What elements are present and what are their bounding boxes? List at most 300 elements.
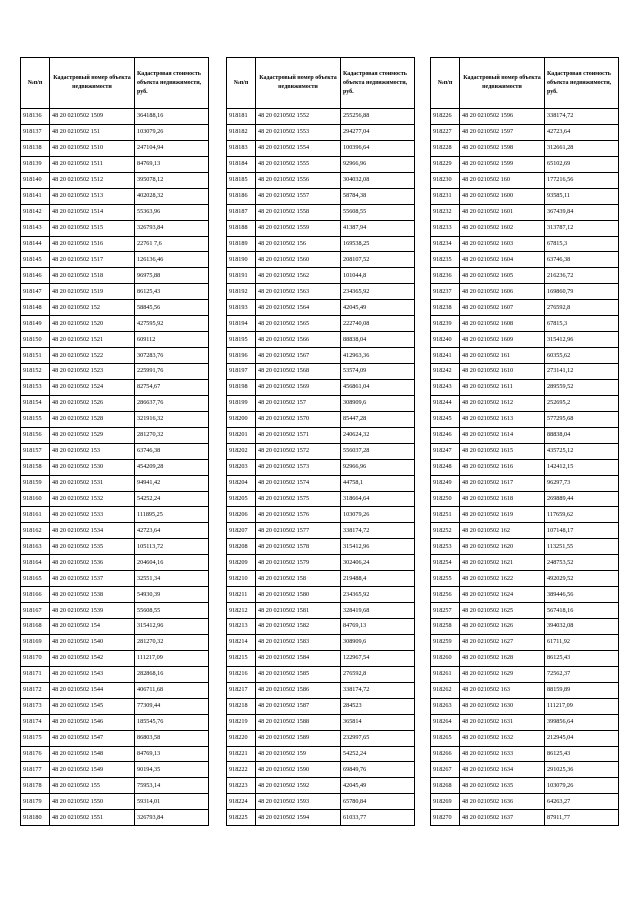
cadastral-value-cell: 435725,12 xyxy=(545,443,619,459)
cadastral-value-cell: 42723,64 xyxy=(135,523,209,539)
cadastral-number-cell: 48 20 0210502 157 xyxy=(256,395,341,411)
cadastral-value-cell: 86125,43 xyxy=(545,746,619,762)
cadastral-value-cell: 234365,92 xyxy=(341,587,415,603)
row-number-cell: 918215 xyxy=(227,650,256,666)
table-row xyxy=(227,714,415,730)
row-number-cell: 918165 xyxy=(21,571,50,587)
cadastral-value-cell: 88159,89 xyxy=(545,682,619,698)
cadastral-number-cell: 48 20 0210502 1580 xyxy=(256,587,341,603)
cadastral-value-cell: 87911,77 xyxy=(545,810,619,826)
row-number-cell: 918141 xyxy=(21,188,50,204)
row-number-cell: 918246 xyxy=(431,427,460,443)
row-number-cell: 918238 xyxy=(431,300,460,316)
col-header-cadastral-number: Кадастровый номер объекта недвижимости xyxy=(460,58,545,109)
cadastral-number-cell: 48 20 0210502 1533 xyxy=(50,507,135,523)
cadastral-number-cell: 48 20 0210502 1521 xyxy=(50,332,135,348)
cadastral-number-cell: 48 20 0210502 154 xyxy=(50,619,135,635)
cadastral-value-cell: 63746,38 xyxy=(135,443,209,459)
cadastral-value-cell: 86803,58 xyxy=(135,730,209,746)
cadastral-value-cell: 93585,11 xyxy=(545,188,619,204)
cadastral-number-cell: 48 20 0210502 1590 xyxy=(256,762,341,778)
cadastral-value-cell: 276592,8 xyxy=(545,300,619,316)
cadastral-value-cell: 169538,25 xyxy=(341,236,415,252)
cadastral-number-cell: 48 20 0210502 1628 xyxy=(460,650,545,666)
row-number-cell: 918248 xyxy=(431,459,460,475)
cadastral-number-cell: 48 20 0210502 1621 xyxy=(460,555,545,571)
cadastral-value-cell: 55608,55 xyxy=(135,603,209,619)
cadastral-number-cell: 48 20 0210502 1593 xyxy=(256,794,341,810)
row-number-cell: 918204 xyxy=(227,475,256,491)
table-row xyxy=(21,650,209,666)
table-row xyxy=(431,284,619,300)
cadastral-value-cell: 32551,34 xyxy=(135,571,209,587)
table-row xyxy=(431,619,619,635)
cadastral-number-cell: 48 20 0210502 1607 xyxy=(460,300,545,316)
table-row xyxy=(431,650,619,666)
row-number-cell: 918205 xyxy=(227,491,256,507)
cadastral-number-cell: 48 20 0210502 163 xyxy=(460,682,545,698)
table-row xyxy=(21,348,209,364)
cadastral-number-cell: 48 20 0210502 1578 xyxy=(256,539,341,555)
cadastral-value-cell: 286637,76 xyxy=(135,395,209,411)
cadastral-value-cell: 77309,44 xyxy=(135,698,209,714)
row-number-cell: 918142 xyxy=(21,204,50,220)
cadastral-number-cell: 48 20 0210502 151 xyxy=(50,124,135,140)
table-row xyxy=(431,220,619,236)
row-number-cell: 918157 xyxy=(21,443,50,459)
row-number-cell: 918183 xyxy=(227,140,256,156)
cadastral-number-cell: 48 20 0210502 1579 xyxy=(256,555,341,571)
cadastral-number-cell: 48 20 0210502 1605 xyxy=(460,268,545,284)
cadastral-value-cell: 65102,69 xyxy=(545,156,619,172)
table-row xyxy=(227,555,415,571)
cadastral-number-cell: 48 20 0210502 1632 xyxy=(460,730,545,746)
cadastral-number-cell: 48 20 0210502 1583 xyxy=(256,634,341,650)
table-row xyxy=(431,204,619,220)
cadastral-value-cell: 63746,38 xyxy=(545,252,619,268)
cadastral-value-cell: 328419,68 xyxy=(341,603,415,619)
table-row xyxy=(431,300,619,316)
table-row xyxy=(431,666,619,682)
row-number-cell: 918151 xyxy=(21,348,50,364)
cadastral-value-cell: 82754,67 xyxy=(135,379,209,395)
table-row xyxy=(21,459,209,475)
table-row xyxy=(21,682,209,698)
table-row xyxy=(21,268,209,284)
cadastral-value-cell: 22761 7,6 xyxy=(135,236,209,252)
cadastral-value-cell: 105113,72 xyxy=(135,539,209,555)
cadastral-number-cell: 48 20 0210502 1600 xyxy=(460,188,545,204)
table-row xyxy=(227,682,415,698)
cadastral-value-cell: 44758,1 xyxy=(341,475,415,491)
row-number-cell: 918232 xyxy=(431,204,460,220)
row-number-cell: 918166 xyxy=(21,587,50,603)
row-number-cell: 918242 xyxy=(431,364,460,380)
cadastral-number-cell: 48 20 0210502 1592 xyxy=(256,778,341,794)
cadastral-number-cell: 48 20 0210502 1584 xyxy=(256,650,341,666)
row-number-cell: 918143 xyxy=(21,220,50,236)
cadastral-number-cell: 48 20 0210502 1550 xyxy=(50,794,135,810)
table-row xyxy=(21,619,209,635)
table-row xyxy=(227,172,415,188)
cadastral-value-cell: 313787,12 xyxy=(545,220,619,236)
cadastral-value-cell: 232997,65 xyxy=(341,730,415,746)
cadastral-number-cell: 48 20 0210502 1636 xyxy=(460,794,545,810)
table-row xyxy=(21,156,209,172)
table-row xyxy=(21,698,209,714)
cadastral-number-cell: 48 20 0210502 1548 xyxy=(50,746,135,762)
table-row xyxy=(227,427,415,443)
cadastral-number-cell: 48 20 0210502 160 xyxy=(460,172,545,188)
table-row xyxy=(431,140,619,156)
cadastral-value-cell: 326793,84 xyxy=(135,810,209,826)
cadastral-value-cell: 454209,28 xyxy=(135,459,209,475)
row-number-cell: 918217 xyxy=(227,682,256,698)
cadastral-number-cell: 48 20 0210502 1545 xyxy=(50,698,135,714)
cadastral-number-cell: 48 20 0210502 1531 xyxy=(50,475,135,491)
cadastral-table-2 xyxy=(226,57,415,826)
cadastral-number-cell: 48 20 0210502 1570 xyxy=(256,411,341,427)
cadastral-value-cell: 84769,13 xyxy=(135,746,209,762)
cadastral-value-cell: 315412,96 xyxy=(545,332,619,348)
cadastral-number-cell: 48 20 0210502 1606 xyxy=(460,284,545,300)
table-row xyxy=(21,810,209,826)
row-number-cell: 918213 xyxy=(227,619,256,635)
cadastral-number-cell: 48 20 0210502 1556 xyxy=(256,172,341,188)
row-number-cell: 918203 xyxy=(227,459,256,475)
cadastral-number-cell: 48 20 0210502 1528 xyxy=(50,411,135,427)
cadastral-number-cell: 48 20 0210502 1589 xyxy=(256,730,341,746)
table-row xyxy=(21,300,209,316)
cadastral-number-cell: 48 20 0210502 1633 xyxy=(460,746,545,762)
row-number-cell: 918259 xyxy=(431,634,460,650)
cadastral-value-cell: 402028,32 xyxy=(135,188,209,204)
cadastral-value-cell: 67815,3 xyxy=(545,236,619,252)
cadastral-number-cell: 48 20 0210502 162 xyxy=(460,523,545,539)
cadastral-value-cell: 92966,96 xyxy=(341,156,415,172)
table-row xyxy=(227,762,415,778)
cadastral-value-cell: 111217,09 xyxy=(135,650,209,666)
row-number-cell: 918258 xyxy=(431,619,460,635)
cadastral-number-cell: 48 20 0210502 1568 xyxy=(256,364,341,380)
cadastral-number-cell: 48 20 0210502 1511 xyxy=(50,156,135,172)
row-number-cell: 918179 xyxy=(21,794,50,810)
cadastral-value-cell: 276592,8 xyxy=(341,666,415,682)
row-number-cell: 918266 xyxy=(431,746,460,762)
table-row xyxy=(227,730,415,746)
cadastral-value-cell: 326793,84 xyxy=(135,220,209,236)
cadastral-value-cell: 281270,32 xyxy=(135,427,209,443)
cadastral-value-cell: 273141,12 xyxy=(545,364,619,380)
cadastral-number-cell: 48 20 0210502 1577 xyxy=(256,523,341,539)
cadastral-number-cell: 48 20 0210502 1618 xyxy=(460,491,545,507)
cadastral-value-cell: 212945,04 xyxy=(545,730,619,746)
cadastral-number-cell: 48 20 0210502 1566 xyxy=(256,332,341,348)
row-number-cell: 918261 xyxy=(431,666,460,682)
row-number-cell: 918202 xyxy=(227,443,256,459)
row-number-cell: 918233 xyxy=(431,220,460,236)
table-row xyxy=(21,794,209,810)
cadastral-value-cell: 240624,32 xyxy=(341,427,415,443)
cadastral-number-cell: 48 20 0210502 1614 xyxy=(460,427,545,443)
row-number-cell: 918144 xyxy=(21,236,50,252)
table-row xyxy=(431,379,619,395)
table-row xyxy=(431,188,619,204)
cadastral-table-3 xyxy=(430,57,619,826)
col-header-cadastral-number: Кадастровый номер объекта недвижимости xyxy=(256,58,341,109)
cadastral-number-cell: 48 20 0210502 1575 xyxy=(256,491,341,507)
row-number-cell: 918177 xyxy=(21,762,50,778)
table-row xyxy=(227,459,415,475)
cadastral-number-cell: 48 20 0210502 159 xyxy=(256,746,341,762)
cadastral-value-cell: 86125,43 xyxy=(545,650,619,666)
cadastral-number-cell: 48 20 0210502 152 xyxy=(50,300,135,316)
cadastral-value-cell: 65780,84 xyxy=(341,794,415,810)
col-header-num: №п/п xyxy=(21,58,50,109)
table-row xyxy=(431,252,619,268)
cadastral-number-cell: 48 20 0210502 1586 xyxy=(256,682,341,698)
row-number-cell: 918185 xyxy=(227,172,256,188)
cadastral-number-cell: 48 20 0210502 158 xyxy=(256,571,341,587)
cadastral-number-cell: 48 20 0210502 1512 xyxy=(50,172,135,188)
row-number-cell: 918221 xyxy=(227,746,256,762)
cadastral-number-cell: 48 20 0210502 1574 xyxy=(256,475,341,491)
table-header-row xyxy=(227,58,415,109)
cadastral-value-cell: 394032,08 xyxy=(545,619,619,635)
row-number-cell: 918210 xyxy=(227,571,256,587)
row-number-cell: 918178 xyxy=(21,778,50,794)
cadastral-value-cell: 308909,6 xyxy=(341,395,415,411)
cadastral-value-cell: 427595,92 xyxy=(135,316,209,332)
cadastral-number-cell: 48 20 0210502 1571 xyxy=(256,427,341,443)
cadastral-value-cell: 406711,68 xyxy=(135,682,209,698)
cadastral-value-cell: 492029,52 xyxy=(545,571,619,587)
cadastral-number-cell: 48 20 0210502 1565 xyxy=(256,316,341,332)
cadastral-number-cell: 48 20 0210502 1587 xyxy=(256,698,341,714)
table-row xyxy=(431,491,619,507)
cadastral-number-cell: 48 20 0210502 1615 xyxy=(460,443,545,459)
cadastral-number-cell: 48 20 0210502 1542 xyxy=(50,650,135,666)
table-row xyxy=(21,252,209,268)
cadastral-value-cell: 269889,44 xyxy=(545,491,619,507)
table-row xyxy=(227,619,415,635)
row-number-cell: 918184 xyxy=(227,156,256,172)
row-number-cell: 918154 xyxy=(21,395,50,411)
row-number-cell: 918235 xyxy=(431,252,460,268)
cadastral-number-cell: 48 20 0210502 1540 xyxy=(50,634,135,650)
cadastral-number-cell: 48 20 0210502 1622 xyxy=(460,571,545,587)
row-number-cell: 918193 xyxy=(227,300,256,316)
row-number-cell: 918228 xyxy=(431,140,460,156)
row-number-cell: 918180 xyxy=(21,810,50,826)
cadastral-value-cell: 412963,36 xyxy=(341,348,415,364)
table-row xyxy=(227,794,415,810)
cadastral-number-cell: 48 20 0210502 1585 xyxy=(256,666,341,682)
table-row xyxy=(21,603,209,619)
row-number-cell: 918138 xyxy=(21,140,50,156)
table-row xyxy=(431,348,619,364)
row-number-cell: 918255 xyxy=(431,571,460,587)
table-row xyxy=(21,364,209,380)
cadastral-value-cell: 117659,62 xyxy=(545,507,619,523)
cadastral-table-1 xyxy=(20,57,209,826)
table-row xyxy=(227,156,415,172)
row-number-cell: 918251 xyxy=(431,507,460,523)
cadastral-number-cell: 48 20 0210502 1517 xyxy=(50,252,135,268)
cadastral-number-cell: 48 20 0210502 1559 xyxy=(256,220,341,236)
cadastral-value-cell: 58845,56 xyxy=(135,300,209,316)
row-number-cell: 918201 xyxy=(227,427,256,443)
row-number-cell: 918148 xyxy=(21,300,50,316)
cadastral-number-cell: 48 20 0210502 1522 xyxy=(50,348,135,364)
row-number-cell: 918175 xyxy=(21,730,50,746)
col-header-cadastral-value: Кадастровая стоимость объекта недвижимости, руб. xyxy=(341,58,415,109)
row-number-cell: 918252 xyxy=(431,523,460,539)
cadastral-number-cell: 48 20 0210502 1535 xyxy=(50,539,135,555)
table-row xyxy=(431,427,619,443)
row-number-cell: 918196 xyxy=(227,348,256,364)
cadastral-number-cell: 48 20 0210502 1624 xyxy=(460,587,545,603)
cadastral-number-cell: 48 20 0210502 1553 xyxy=(256,124,341,140)
row-number-cell: 918222 xyxy=(227,762,256,778)
table-row xyxy=(431,411,619,427)
cadastral-value-cell: 100396,64 xyxy=(341,140,415,156)
cadastral-number-cell: 48 20 0210502 1635 xyxy=(460,778,545,794)
cadastral-number-cell: 48 20 0210502 1543 xyxy=(50,666,135,682)
cadastral-value-cell: 169860,79 xyxy=(545,284,619,300)
row-number-cell: 918198 xyxy=(227,379,256,395)
table-row xyxy=(21,762,209,778)
cadastral-number-cell: 48 20 0210502 155 xyxy=(50,778,135,794)
row-number-cell: 918211 xyxy=(227,587,256,603)
cadastral-value-cell: 365814 xyxy=(341,714,415,730)
cadastral-number-cell: 48 20 0210502 1549 xyxy=(50,762,135,778)
cadastral-number-cell: 48 20 0210502 1563 xyxy=(256,284,341,300)
cadastral-number-cell: 48 20 0210502 1603 xyxy=(460,236,545,252)
cadastral-number-cell: 48 20 0210502 1596 xyxy=(460,109,545,125)
cadastral-value-cell: 69849,76 xyxy=(341,762,415,778)
cadastral-number-cell: 48 20 0210502 1620 xyxy=(460,539,545,555)
table-row xyxy=(21,411,209,427)
row-number-cell: 918172 xyxy=(21,682,50,698)
row-number-cell: 918176 xyxy=(21,746,50,762)
table-row xyxy=(431,316,619,332)
col-header-num: №п/п xyxy=(431,58,460,109)
cadastral-value-cell: 204604,16 xyxy=(135,555,209,571)
row-number-cell: 918237 xyxy=(431,284,460,300)
col-header-cadastral-value: Кадастровая стоимость объекта недвижимости, руб. xyxy=(545,58,619,109)
cadastral-value-cell: 103079,26 xyxy=(135,124,209,140)
cadastral-number-cell: 48 20 0210502 1588 xyxy=(256,714,341,730)
row-number-cell: 918220 xyxy=(227,730,256,746)
row-number-cell: 918241 xyxy=(431,348,460,364)
cadastral-number-cell: 48 20 0210502 1530 xyxy=(50,459,135,475)
row-number-cell: 918263 xyxy=(431,698,460,714)
cadastral-number-cell: 48 20 0210502 1514 xyxy=(50,204,135,220)
cadastral-value-cell: 72562,37 xyxy=(545,666,619,682)
cadastral-value-cell: 389446,56 xyxy=(545,587,619,603)
row-number-cell: 918155 xyxy=(21,411,50,427)
table-header-row xyxy=(431,58,619,109)
row-number-cell: 918169 xyxy=(21,634,50,650)
col-header-cadastral-number: Кадастровый номер объекта недвижимости xyxy=(50,58,135,109)
row-number-cell: 918270 xyxy=(431,810,460,826)
cadastral-value-cell: 367439,84 xyxy=(545,204,619,220)
table-row xyxy=(227,379,415,395)
row-number-cell: 918167 xyxy=(21,603,50,619)
row-number-cell: 918160 xyxy=(21,491,50,507)
row-number-cell: 918247 xyxy=(431,443,460,459)
table-row xyxy=(21,332,209,348)
table-row xyxy=(227,188,415,204)
row-number-cell: 918250 xyxy=(431,491,460,507)
row-number-cell: 918147 xyxy=(21,284,50,300)
cadastral-value-cell: 456861,04 xyxy=(341,379,415,395)
cadastral-value-cell: 577295,68 xyxy=(545,411,619,427)
cadastral-value-cell: 318664,64 xyxy=(341,491,415,507)
table-row xyxy=(431,268,619,284)
table-row xyxy=(431,395,619,411)
table-row xyxy=(431,172,619,188)
cadastral-value-cell: 282868,16 xyxy=(135,666,209,682)
table-row xyxy=(431,634,619,650)
table-row xyxy=(227,332,415,348)
cadastral-number-cell: 48 20 0210502 1625 xyxy=(460,603,545,619)
row-number-cell: 918245 xyxy=(431,411,460,427)
cadastral-value-cell: 185545,76 xyxy=(135,714,209,730)
cadastral-value-cell: 88838,04 xyxy=(341,332,415,348)
cadastral-number-cell: 48 20 0210502 1581 xyxy=(256,603,341,619)
cadastral-value-cell: 321916,32 xyxy=(135,411,209,427)
cadastral-number-cell: 48 20 0210502 1554 xyxy=(256,140,341,156)
cadastral-number-cell: 48 20 0210502 1551 xyxy=(50,810,135,826)
cadastral-value-cell: 255256,88 xyxy=(341,109,415,125)
cadastral-number-cell: 48 20 0210502 1564 xyxy=(256,300,341,316)
table-row xyxy=(431,555,619,571)
cadastral-number-cell: 48 20 0210502 1534 xyxy=(50,523,135,539)
table-row xyxy=(431,810,619,826)
table-row xyxy=(21,316,209,332)
cadastral-number-cell: 48 20 0210502 1509 xyxy=(50,109,135,125)
row-number-cell: 918190 xyxy=(227,252,256,268)
cadastral-value-cell: 338174,72 xyxy=(341,682,415,698)
cadastral-number-cell: 48 20 0210502 1612 xyxy=(460,395,545,411)
cadastral-value-cell: 94941,42 xyxy=(135,475,209,491)
row-number-cell: 918182 xyxy=(227,124,256,140)
cadastral-number-cell: 48 20 0210502 1523 xyxy=(50,364,135,380)
cadastral-value-cell: 142412,15 xyxy=(545,459,619,475)
cadastral-number-cell: 48 20 0210502 1537 xyxy=(50,571,135,587)
cadastral-number-cell: 48 20 0210502 1576 xyxy=(256,507,341,523)
row-number-cell: 918171 xyxy=(21,666,50,682)
cadastral-value-cell: 107148,17 xyxy=(545,523,619,539)
cadastral-number-cell: 48 20 0210502 1599 xyxy=(460,156,545,172)
row-number-cell: 918140 xyxy=(21,172,50,188)
cadastral-value-cell: 61711,92 xyxy=(545,634,619,650)
table-row xyxy=(21,284,209,300)
row-number-cell: 918191 xyxy=(227,268,256,284)
table-row xyxy=(227,109,415,125)
table-row xyxy=(431,332,619,348)
cadastral-value-cell: 289559,52 xyxy=(545,379,619,395)
row-number-cell: 918153 xyxy=(21,379,50,395)
row-number-cell: 918254 xyxy=(431,555,460,571)
row-number-cell: 918218 xyxy=(227,698,256,714)
cadastral-value-cell: 75953,14 xyxy=(135,778,209,794)
row-number-cell: 918197 xyxy=(227,364,256,380)
table-row xyxy=(431,523,619,539)
cadastral-number-cell: 48 20 0210502 1573 xyxy=(256,459,341,475)
